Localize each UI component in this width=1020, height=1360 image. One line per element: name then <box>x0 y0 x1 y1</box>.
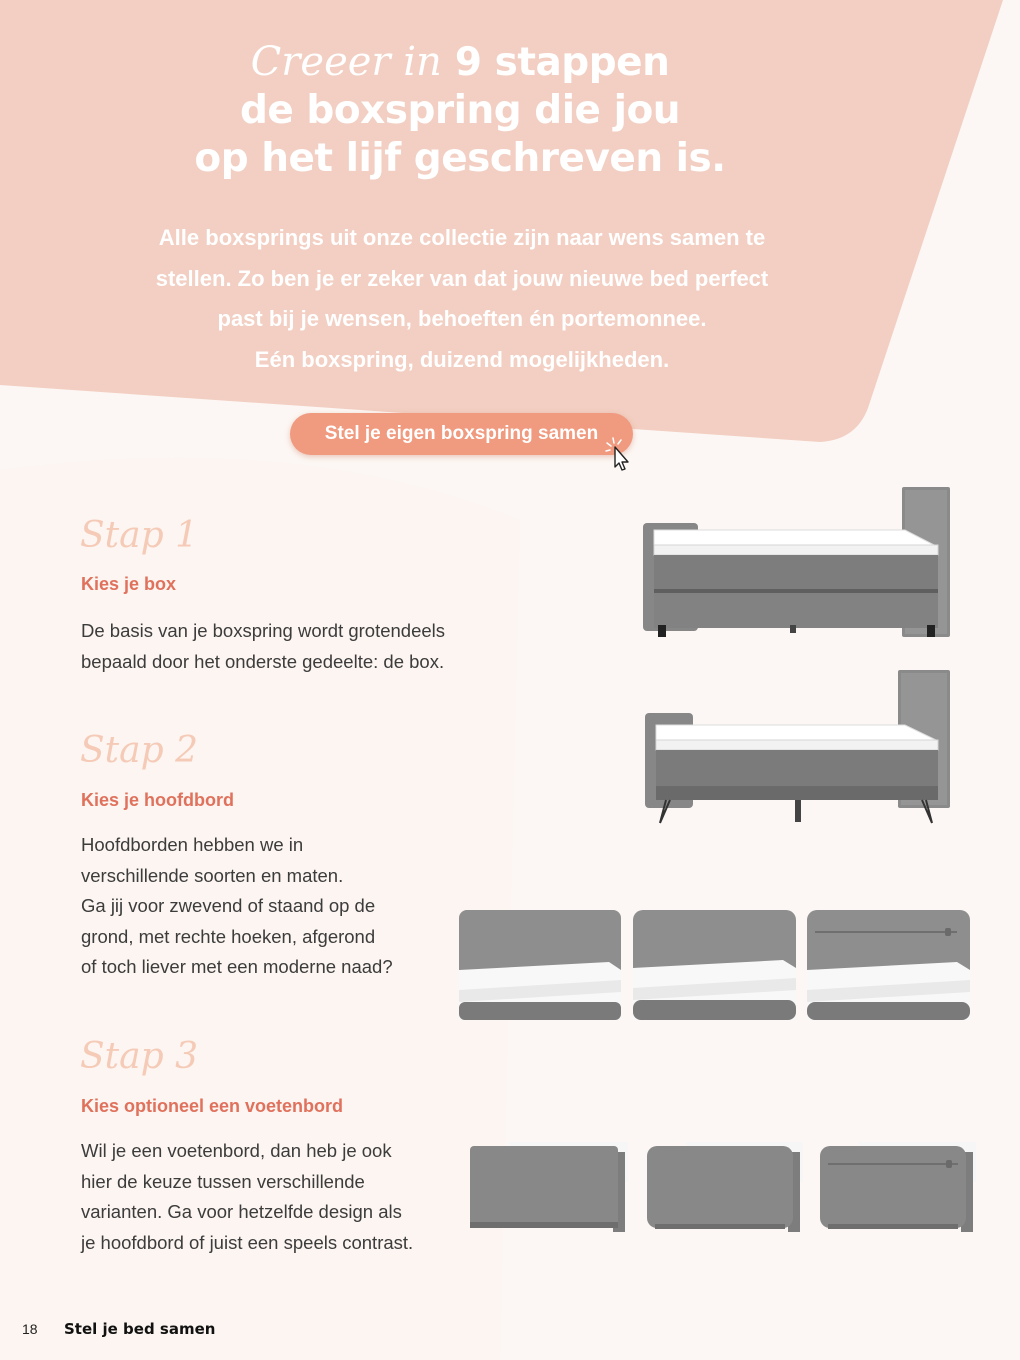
step-3-title: Kies optioneel een voetenbord <box>81 1096 344 1116</box>
hero-intro-line4: Eén boxspring, duizend mogelijkheden. <box>254 346 670 372</box>
hero-intro-line2: stellen. Zo ben je er zeker van dat jouw nieuwe bed perfect <box>155 265 769 291</box>
headboard-option-seam <box>807 910 970 1020</box>
hero-title-line1: 9 stappen <box>454 40 670 85</box>
step-3-script: Stap 3 <box>80 1036 198 1077</box>
step-2-line: Hoofdborden hebben we in <box>81 834 304 855</box>
footboard-option-seam <box>818 1142 976 1234</box>
footboard-option-straight <box>468 1142 628 1234</box>
hero-intro-line3: past bij je wensen, behoeften én portemonnee. <box>217 306 707 331</box>
step-2-script: Stap 2 <box>80 730 198 771</box>
step-2-line: grond, met rechte hoeken, afgerond <box>81 925 376 947</box>
boxspring-image-box <box>640 485 955 640</box>
step-1-script: Stap 1 <box>80 515 198 556</box>
hero-title-line3: op het lijf geschreven is. <box>194 136 726 181</box>
step-3-line: varianten. Ga voor hetzelfde design als <box>81 1201 402 1223</box>
step-2-line: of toch liever met een moderne naad? <box>81 956 393 978</box>
headboard-option-rounded <box>633 910 796 1020</box>
boxspring-image-hairpin <box>640 668 955 830</box>
step-2-line: Ga jij voor zwevend of staand op de <box>81 895 376 917</box>
hero-intro <box>0 218 924 380</box>
step-3-line: Wil je een voetenbord, dan heb je ook <box>81 1140 392 1161</box>
pointer-cursor-icon <box>605 437 635 473</box>
headboard-option-straight <box>459 910 621 1020</box>
step-1-line: De basis van je boxspring wordt grotendeels <box>81 620 446 641</box>
hero-title-script: Creeer in <box>250 39 442 85</box>
step-3-body <box>81 1136 413 1258</box>
step-3-line: je hoofdbord of juist een speels contrast. <box>81 1231 414 1253</box>
configure-boxspring-button[interactable]: Stel je eigen boxspring samen <box>290 413 633 455</box>
step-3-line: hier de keuze tussen verschillende <box>81 1170 365 1192</box>
step-2-body <box>81 830 393 983</box>
page-number: 18 <box>22 1321 38 1337</box>
footboard-option-rounded <box>645 1142 803 1234</box>
hero-title-line2: de boxspring die jou <box>239 88 681 133</box>
step-1-line: bepaald door het onderste gedeelte: de box. <box>81 650 445 672</box>
step-2-title: Kies je hoofdbord <box>81 790 234 810</box>
step-2-line: verschillende soorten en maten. <box>81 864 344 886</box>
step-1-title: Kies je box <box>81 574 177 594</box>
section-label: Stel je bed samen <box>64 1320 216 1338</box>
hero-intro-line1: Alle boxsprings uit onze collectie zijn naar wens samen te <box>158 225 766 250</box>
hero-title <box>0 38 920 183</box>
step-1-body <box>81 616 445 677</box>
